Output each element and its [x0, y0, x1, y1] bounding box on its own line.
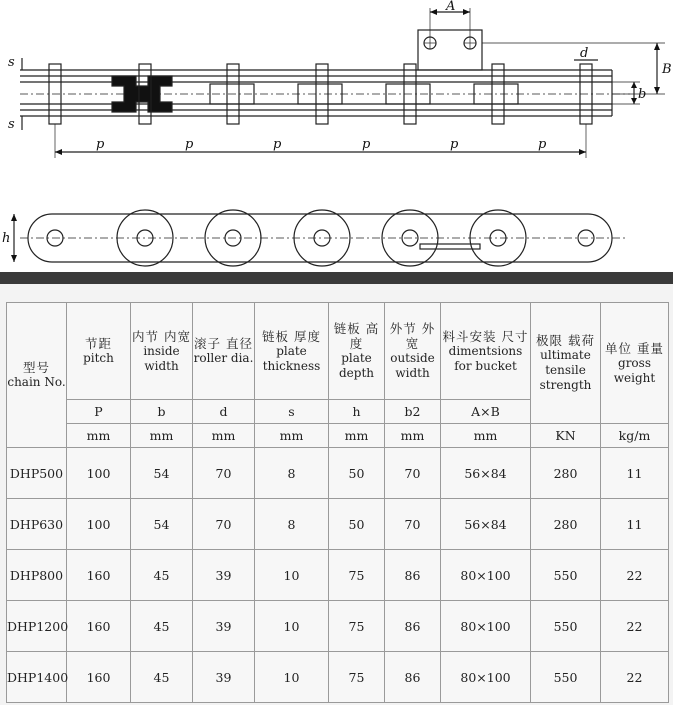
unit-cell: mm	[193, 424, 255, 448]
col-header-outside-width: 外节 外宽 outside width	[385, 303, 441, 400]
col-header-inside-width: 内节 内宽 inside width	[131, 303, 193, 400]
table-cell: 86	[385, 652, 441, 703]
table-cell: 10	[255, 550, 329, 601]
dim-label-s-bottom: s	[8, 117, 15, 132]
table-cell: 11	[601, 499, 669, 550]
table-cell: 280	[531, 499, 601, 550]
col-header-roller-dia: 滚子 直径 roller dia.	[193, 303, 255, 400]
table-cell: DHP800	[7, 550, 67, 601]
table-cell: 100	[67, 448, 131, 499]
table-cell: 8	[255, 499, 329, 550]
table-cell: 39	[193, 550, 255, 601]
table-row	[7, 550, 669, 601]
table-cell: 39	[193, 652, 255, 703]
table-cell: 70	[385, 448, 441, 499]
table-row	[7, 652, 669, 703]
dim-label-h: h	[2, 231, 11, 246]
unit-cell: KN	[531, 424, 601, 448]
col-header-ultimate-strength: 极限 载荷 ultimate tensile strength	[531, 303, 601, 424]
table-cell: 86	[385, 550, 441, 601]
table-cell: 54	[131, 448, 193, 499]
col-header-gross-weight: 单位 重量 gross weight	[601, 303, 669, 424]
symbol-cell: A×B	[441, 400, 531, 424]
symbol-cell: h	[329, 400, 385, 424]
bucket-bracket	[418, 30, 482, 70]
spec-table-area	[0, 284, 673, 705]
dim-label-B: B	[662, 62, 672, 77]
pitch-label: p	[273, 137, 282, 152]
symbol-cell: b2	[385, 400, 441, 424]
table-cell: 22	[601, 550, 669, 601]
pitch-label: p	[538, 137, 547, 152]
table-cell: 70	[385, 499, 441, 550]
table-cell: 80×100	[441, 550, 531, 601]
table-cell: 550	[531, 652, 601, 703]
symbol-cell: s	[255, 400, 329, 424]
table-cell: 70	[193, 499, 255, 550]
unit-cell: mm	[255, 424, 329, 448]
table-cell: DHP630	[7, 499, 67, 550]
pitch-label: p	[185, 137, 194, 152]
symbol-cell: b	[131, 400, 193, 424]
table-cell: 56×84	[441, 448, 531, 499]
top-view	[20, 8, 665, 158]
header-row-labels	[7, 303, 669, 400]
table-row	[7, 499, 669, 550]
table-row	[7, 448, 669, 499]
table-cell: 22	[601, 601, 669, 652]
table-cell: 45	[131, 550, 193, 601]
table-cell: 10	[255, 652, 329, 703]
unit-cell: kg/m	[601, 424, 669, 448]
unit-cell: mm	[441, 424, 531, 448]
table-cell: 45	[131, 652, 193, 703]
table-cell: 80×100	[441, 601, 531, 652]
table-cell: DHP1400	[7, 652, 67, 703]
dim-label-A: A	[446, 0, 456, 14]
unit-cell: mm	[385, 424, 441, 448]
col-header-pitch: 节距 pitch	[67, 303, 131, 400]
table-cell: 550	[531, 550, 601, 601]
table-cell: 75	[329, 601, 385, 652]
table-cell: 56×84	[441, 499, 531, 550]
table-cell: 10	[255, 601, 329, 652]
table-cell: 54	[131, 499, 193, 550]
side-view	[14, 210, 625, 266]
col-header-plate-depth: 链板 高度 plate depth	[329, 303, 385, 400]
table-cell: 160	[67, 550, 131, 601]
chain-technical-drawing	[0, 0, 673, 272]
table-cell: 70	[193, 448, 255, 499]
table-cell: 160	[67, 652, 131, 703]
header-row-units	[7, 424, 669, 448]
table-cell: 8	[255, 448, 329, 499]
unit-cell: mm	[131, 424, 193, 448]
table-cell: 11	[601, 448, 669, 499]
table-cell: 550	[531, 601, 601, 652]
table-cell: 50	[329, 499, 385, 550]
table-cell: 160	[67, 601, 131, 652]
dim-label-b: b	[638, 87, 647, 102]
table-row	[7, 601, 669, 652]
spec-table	[6, 302, 669, 703]
dim-label-d: d	[580, 46, 589, 61]
symbol-cell: P	[67, 400, 131, 424]
unit-cell: mm	[329, 424, 385, 448]
pitch-label: p	[96, 137, 105, 152]
dim-arrows	[11, 9, 660, 262]
table-cell: 22	[601, 652, 669, 703]
table-cell: 280	[531, 448, 601, 499]
table-cell: 45	[131, 601, 193, 652]
col-header-bucket-dims: 料斗安装 尺寸 dimentsions for bucket	[441, 303, 531, 400]
table-cell: 86	[385, 601, 441, 652]
unit-cell: mm	[67, 424, 131, 448]
col-header-model: 型号 chain No.	[7, 303, 67, 448]
table-cell: DHP500	[7, 448, 67, 499]
chain-drawing-svg	[0, 0, 673, 272]
table-cell: 75	[329, 652, 385, 703]
table-cell: 50	[329, 448, 385, 499]
pitch-label: p	[450, 137, 459, 152]
symbol-cell: d	[193, 400, 255, 424]
table-cell: 100	[67, 499, 131, 550]
dim-label-s-top: s	[8, 55, 15, 70]
col-header-plate-thickness: 链板 厚度 plate thickness	[255, 303, 329, 400]
table-cell: DHP1200	[7, 601, 67, 652]
table-cell: 80×100	[441, 652, 531, 703]
table-cell: 75	[329, 550, 385, 601]
table-cell: 39	[193, 601, 255, 652]
section-divider	[0, 272, 673, 284]
pitch-label: p	[362, 137, 371, 152]
